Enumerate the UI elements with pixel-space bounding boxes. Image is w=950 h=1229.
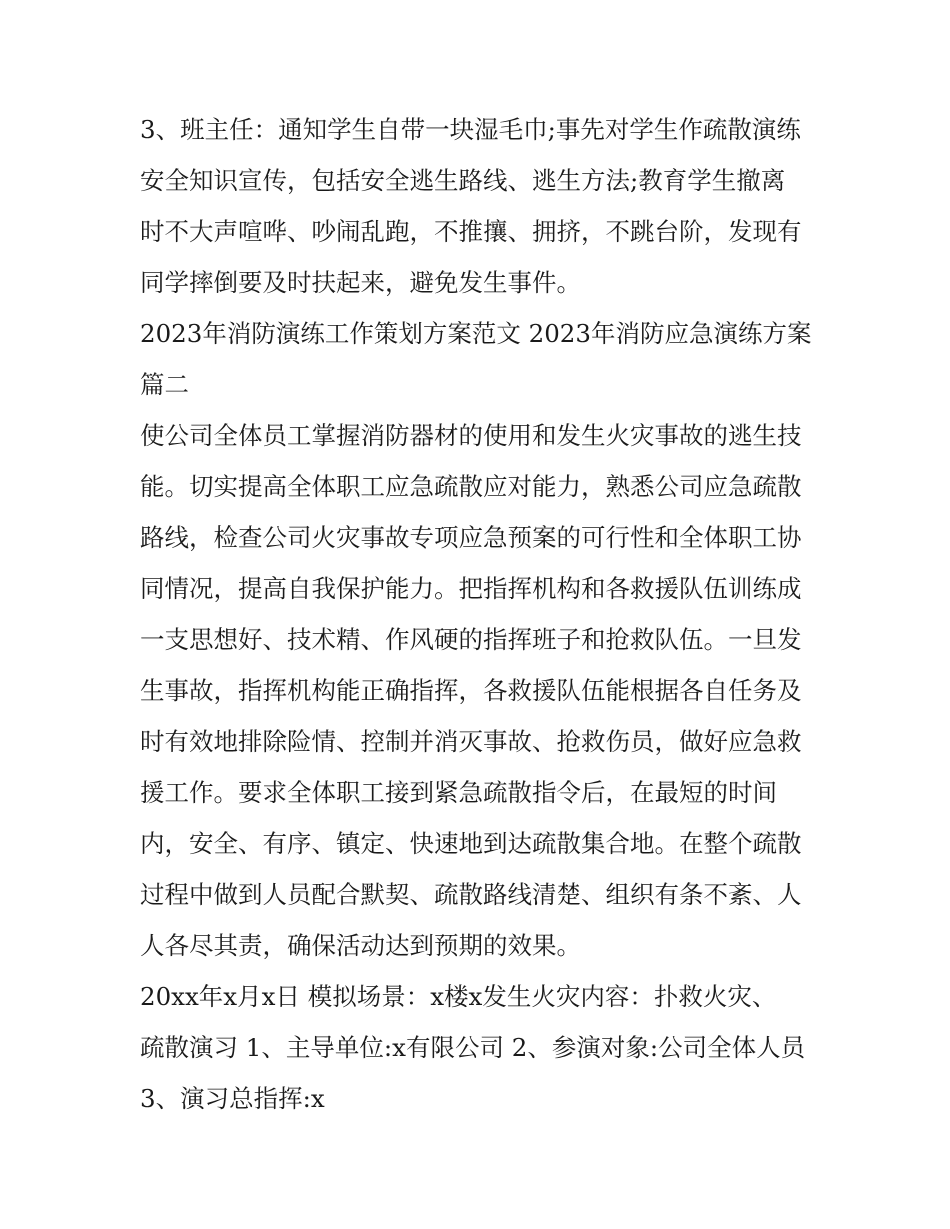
text-line: 同学摔倒要及时扶起来，避免发生事件。 <box>140 268 581 297</box>
text-line: 过程中做到人员配合默契、疏散路线清楚、组织有条不紊、人 <box>140 880 802 909</box>
heading-line: 篇二 <box>140 370 189 399</box>
text-line: 援工作。要求全体职工接到紧急疏散指令后，在最短的时间 <box>140 778 777 807</box>
text-line: 能。切实提高全体职工应急疏散应对能力，熟悉公司应急疏散 <box>140 472 802 501</box>
text-line: 同情况，提高自我保护能力。把指挥机构和各救援队伍训练成 <box>140 574 802 603</box>
text-line: 时有效地排除险情、控制并消灭事故、抢救伤员，做好应急救 <box>140 727 802 756</box>
text-line: 使公司全体员工掌握消防器材的使用和发生火灾事故的逃生技 <box>140 421 802 450</box>
text-line: 内，安全、有序、镇定、快速地到达疏散集合地。在整个疏散 <box>140 829 802 858</box>
text-line: 安全知识宣传，包括安全逃生路线、逃生方法;教育学生撤离 <box>140 166 786 195</box>
text-line: 20xx年x月x日 模拟场景：x楼x发生火灾内容：扑救火灾、 <box>140 982 777 1011</box>
text-line: 一支思想好、技术精、作风硬的指挥班子和抢救队伍。一旦发 <box>140 625 802 654</box>
text-line: 时不大声喧哗、吵闹乱跑，不推攘、拥挤，不跳台阶，发现有 <box>140 217 802 246</box>
heading-line: 2023年消防演练工作策划方案范文 2023年消防应急演练方案 <box>140 319 812 348</box>
text-line: 3、演习总指挥:x <box>140 1084 325 1113</box>
text-line: 疏散演习 1、主导单位:x有限公司 2、参演对象:公司全体人员 <box>140 1033 806 1062</box>
text-line: 路线，检查公司火灾事故专项应急预案的可行性和全体职工协 <box>140 523 802 552</box>
text-line: 生事故，指挥机构能正确指挥，各救援队伍能根据各自任务及 <box>140 676 802 705</box>
text-line: 人各尽其责，确保活动达到预期的效果。 <box>140 931 581 960</box>
text-line: 3、班主任：通知学生自带一块湿毛巾;事先对学生作疏散演练 <box>140 115 801 144</box>
